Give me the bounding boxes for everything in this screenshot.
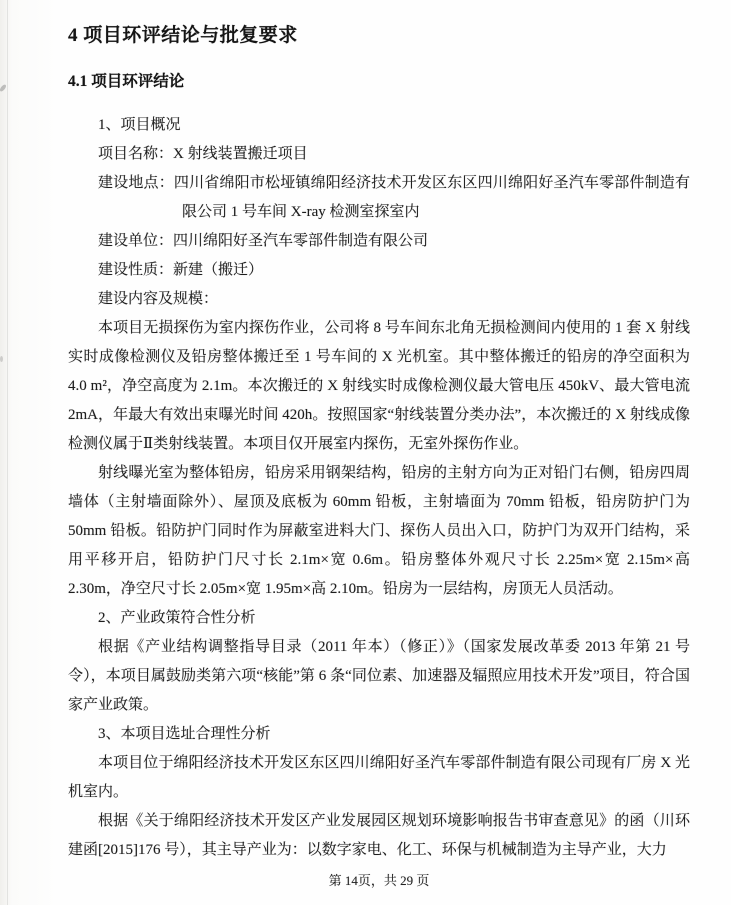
scan-artifact bbox=[0, 356, 3, 362]
list-item-site-selection: 3、本项目选址合理性分析 bbox=[98, 726, 271, 742]
paragraph-planning-review: 根据《关于绵阳经济技术开发区产业发展园区规划环境影响报告书审查意见》的函（川环建函[2015]176 号），其主导产业为：以数字家电、化工、环保与机械制造为主导产业，大力 bbox=[68, 813, 690, 858]
field-construction-nature: 建设性质：新建（搬迁） bbox=[98, 262, 264, 278]
field-construction-site: 建设地点：四川省绵阳市松垭镇绵阳经济技术开发区东区四川绵阳好圣汽车零部件制造有限公司 1 号车间 X-ray 检测室探室内 bbox=[98, 175, 690, 220]
scan-edge-artifact bbox=[7, 0, 8, 905]
paragraph-project-description: 本项目无损探伤为室内探伤作业，公司将 8 号车间东北角无损检测间内使用的 1 套 X 射线实时成像检测仪及铅房整体搬迁至 1 号车间的 X 光机室。其中整体搬迁的铅房的净空面积为 4.0 m²，净空高度为 2.1m。本次搬迁的 X 射线实时成像检测仪最大管电压 450kV、最大管电流 2mA，年最大有效出束曝光时间 420h。按照国家“射线装置分类办法”，本次搬迁的 X 射线成像检测仪属于Ⅱ类射线装置。本项目仅开展室内探伤，无室外探伤作业。 bbox=[68, 320, 690, 452]
field-construction-unit: 建设单位：四川绵阳好圣汽车零部件制造有限公司 bbox=[98, 233, 429, 249]
list-item-project-overview: 1、项目概况 bbox=[98, 117, 181, 133]
document-content bbox=[68, 20, 690, 865]
list-item-industry-policy: 2、产业政策符合性分析 bbox=[98, 610, 256, 626]
paragraph-lead-room-description: 射线曝光室为整体铅房，铅房采用钢架结构，铅房的主射方向为正对铅门右侧，铅房四周墙体（主射墙面除外）、屋顶及底板为 60mm 铅板，主射墙面为 70mm 铅板，铅房防护门为 50mm 铅板。铅防护门同时作为屏蔽室进料大门、探伤人员出入口，防护门为双开门结构，采用平移开启，铅防护门尺寸长 2.1m×宽 0.6m。铅房整体外观尺寸长 2.25m×宽 2.15m×高 2.30m，净空尺寸长 2.05m×宽 1.95m×高 2.10m。铅房为一层结构，房顶无人员活动。 bbox=[68, 465, 690, 597]
field-construction-scale-label: 建设内容及规模： bbox=[98, 291, 219, 307]
chapter-heading: 4 项目环评结论与批复要求 bbox=[68, 25, 298, 46]
page-number-footer: 第 14页，共 29 页 bbox=[328, 873, 430, 888]
paragraph-industry-policy: 根据《产业结构调整指导目录（2011 年本）（修正）》（国家发展改革委 2013 年第 21 号令），本项目属鼓励类第六项“核能”第 6 条“同位素、加速器及辐照应用技术开发”项目，符合国家产业政策。 bbox=[68, 639, 690, 713]
field-project-name: 项目名称：X 射线装置搬迁项目 bbox=[98, 146, 308, 162]
section-heading: 4.1 项目环评结论 bbox=[68, 73, 185, 90]
paragraph-site-location: 本项目位于绵阳经济技术开发区东区四川绵阳好圣汽车零部件制造有限公司现有厂房 X 光机室内。 bbox=[68, 755, 690, 800]
